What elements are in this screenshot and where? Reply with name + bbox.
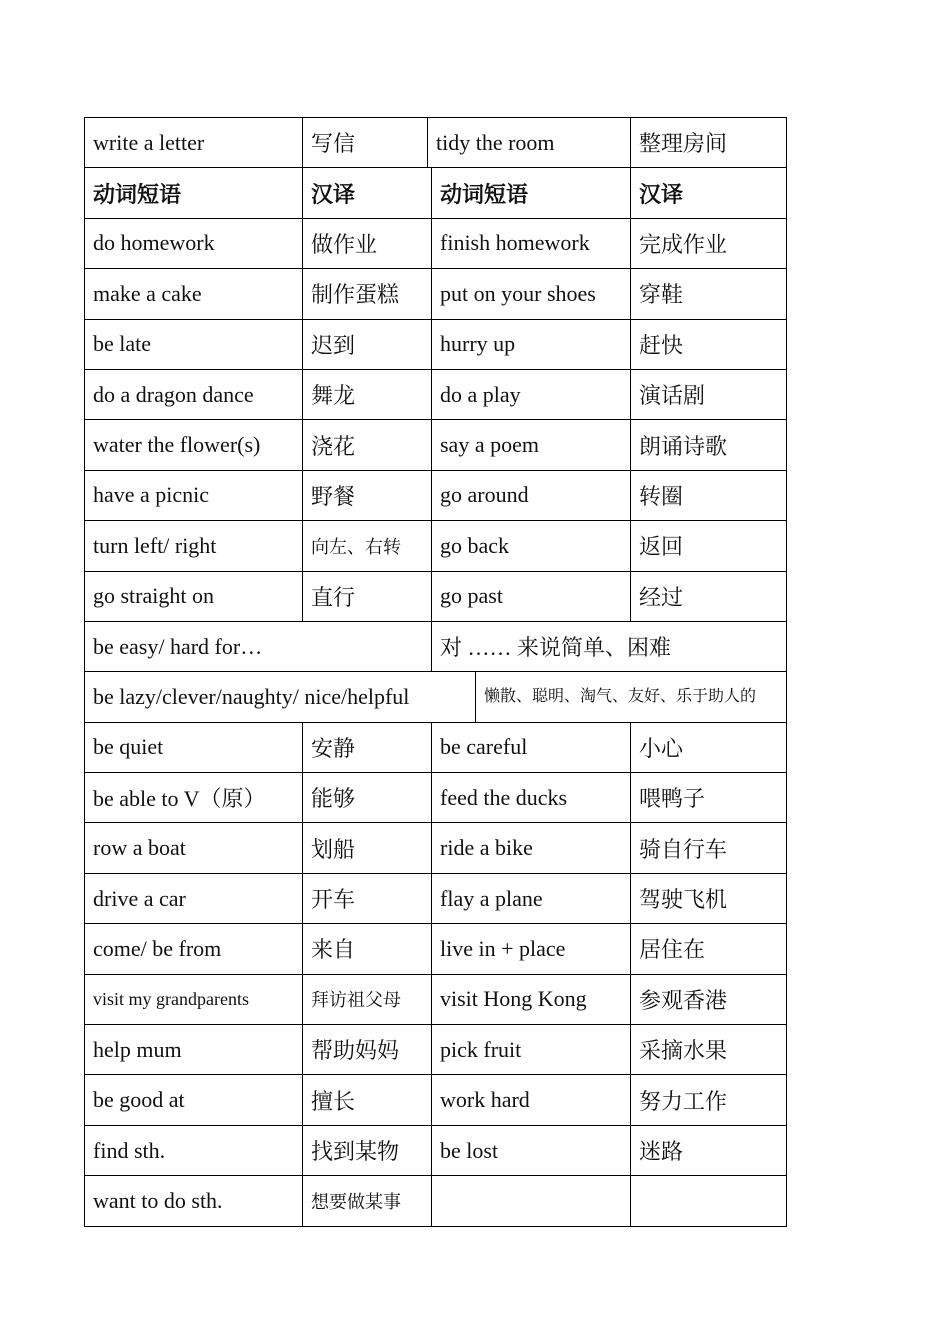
chinese-translation-cell: 居住在 — [630, 924, 786, 973]
english-phrase-cell: finish homework — [431, 219, 630, 268]
english-phrase-cell: flay a plane — [431, 874, 630, 923]
chinese-translation-cell — [630, 1176, 786, 1225]
table-row — [84, 117, 787, 167]
table-row — [84, 520, 787, 570]
english-phrase-cell: visit my grandparents — [93, 988, 249, 1009]
english-phrase-cell: visit Hong Kong — [431, 975, 630, 1024]
chinese-translation-cell: 制作蛋糕 — [302, 269, 431, 318]
chinese-translation-cell: 懒散、聪明、淘气、友好、乐于助人的 — [475, 672, 786, 721]
chinese-translation-cell: 帮助妈妈 — [302, 1025, 431, 1074]
chinese-translation-cell: 来自 — [302, 924, 431, 973]
english-phrase-cell: pick fruit — [431, 1025, 630, 1074]
chinese-translation-cell: 采摘水果 — [630, 1025, 786, 1074]
english-phrase-cell: do a play — [431, 370, 630, 419]
english-phrase-cell: ride a bike — [431, 823, 630, 872]
chinese-translation-cell: 参观香港 — [630, 975, 786, 1024]
chinese-translation-cell: 写信 — [302, 118, 427, 167]
chinese-translation-cell: 划船 — [302, 823, 431, 872]
english-phrase-cell: come/ be from — [93, 935, 222, 961]
table-row — [84, 1175, 787, 1226]
table-row — [84, 1125, 787, 1175]
vocabulary-table — [84, 117, 787, 1227]
chinese-translation-cell: 喂鸭子 — [630, 773, 786, 822]
chinese-translation-cell: 驾驶飞机 — [630, 874, 786, 923]
chinese-translation-cell: 能够 — [302, 773, 431, 822]
table-row — [84, 822, 787, 872]
header-cell: 汉译 — [302, 168, 431, 217]
chinese-translation-cell: 迷路 — [630, 1126, 786, 1175]
english-phrase-cell: live in + place — [431, 924, 630, 973]
english-phrase-cell: feed the ducks — [431, 773, 630, 822]
english-phrase-cell: say a poem — [431, 420, 630, 469]
chinese-translation-cell: 骑自行车 — [630, 823, 786, 872]
table-row — [84, 671, 787, 721]
table-row — [84, 772, 787, 822]
chinese-translation-cell: 野餐 — [302, 471, 431, 520]
english-phrase-cell: be lazy/clever/naughty/ nice/helpful — [93, 683, 410, 709]
table-row — [84, 268, 787, 318]
english-phrase-cell: do homework — [93, 230, 215, 256]
chinese-translation-cell: 整理房间 — [630, 118, 786, 167]
english-phrase-cell: put on your shoes — [431, 269, 630, 318]
table-row — [84, 419, 787, 469]
chinese-translation-cell: 安静 — [302, 723, 431, 772]
english-phrase-cell: be easy/ hard for… — [93, 633, 263, 659]
table-row — [84, 722, 787, 772]
english-phrase-cell: have a picnic — [93, 482, 210, 508]
table-row — [84, 1074, 787, 1124]
english-phrase-cell: find sth. — [93, 1137, 166, 1163]
english-phrase-cell: go past — [431, 572, 630, 621]
chinese-translation-cell: 擅长 — [302, 1075, 431, 1124]
english-phrase-cell: hurry up — [431, 320, 630, 369]
chinese-translation-cell: 经过 — [630, 572, 786, 621]
chinese-translation-cell: 迟到 — [302, 320, 431, 369]
table-row — [84, 1024, 787, 1074]
chinese-translation-cell: 做作业 — [302, 219, 431, 268]
table-row — [84, 923, 787, 973]
chinese-translation-cell: 对 …… 来说简单、困难 — [431, 622, 786, 671]
chinese-translation-cell: 演话剧 — [630, 370, 786, 419]
chinese-translation-cell: 开车 — [302, 874, 431, 923]
chinese-translation-cell: 向左、右转 — [302, 521, 431, 570]
english-phrase-cell: turn left/ right — [93, 532, 217, 558]
table-row — [84, 218, 787, 268]
english-phrase-cell: be good at — [93, 1087, 185, 1113]
chinese-translation-cell: 拜访祖父母 — [302, 975, 431, 1024]
english-phrase-cell: be late — [93, 331, 152, 357]
chinese-translation-cell: 朗诵诗歌 — [630, 420, 786, 469]
english-phrase-cell: go back — [431, 521, 630, 570]
english-phrase-cell: go around — [431, 471, 630, 520]
english-phrase-cell: make a cake — [93, 280, 202, 306]
chinese-translation-cell: 完成作业 — [630, 219, 786, 268]
english-phrase-cell: be lost — [431, 1126, 630, 1175]
english-phrase-cell: row a boat — [93, 835, 186, 861]
table-row — [84, 571, 787, 621]
chinese-translation-cell: 想要做某事 — [302, 1176, 431, 1225]
english-phrase-cell: water the flower(s) — [93, 432, 261, 458]
header-cell: 汉译 — [630, 168, 786, 217]
chinese-translation-cell: 转圈 — [630, 471, 786, 520]
header-cell: 动词短语 — [431, 168, 630, 217]
chinese-translation-cell: 找到某物 — [302, 1126, 431, 1175]
table-header-row — [84, 167, 787, 217]
english-phrase-cell: be quiet — [93, 734, 164, 760]
english-phrase-cell: do a dragon dance — [93, 381, 254, 407]
chinese-translation-cell: 返回 — [630, 521, 786, 570]
chinese-translation-cell: 努力工作 — [630, 1075, 786, 1124]
english-phrase-cell: want to do sth. — [93, 1187, 223, 1213]
chinese-translation-cell: 直行 — [302, 572, 431, 621]
english-phrase-cell — [431, 1176, 630, 1225]
table-row — [84, 873, 787, 923]
english-phrase-cell: be careful — [431, 723, 630, 772]
english-phrase-cell: work hard — [431, 1075, 630, 1124]
chinese-translation-cell: 赶快 — [630, 320, 786, 369]
table-row — [84, 621, 787, 671]
english-phrase-cell: drive a car — [93, 885, 186, 911]
english-phrase-cell: write a letter — [93, 129, 205, 155]
english-phrase-cell: be able to V（原） — [93, 786, 266, 812]
chinese-translation-cell: 小心 — [630, 723, 786, 772]
table-row — [84, 369, 787, 419]
table-row — [84, 470, 787, 520]
english-phrase-cell: go straight on — [93, 583, 214, 609]
english-phrase-cell: tidy the room — [427, 118, 630, 167]
chinese-translation-cell: 浇花 — [302, 420, 431, 469]
table-row — [84, 974, 787, 1024]
table-row — [84, 319, 787, 369]
header-cell: 动词短语 — [93, 181, 182, 207]
english-phrase-cell: help mum — [93, 1036, 182, 1062]
chinese-translation-cell: 舞龙 — [302, 370, 431, 419]
chinese-translation-cell: 穿鞋 — [630, 269, 786, 318]
